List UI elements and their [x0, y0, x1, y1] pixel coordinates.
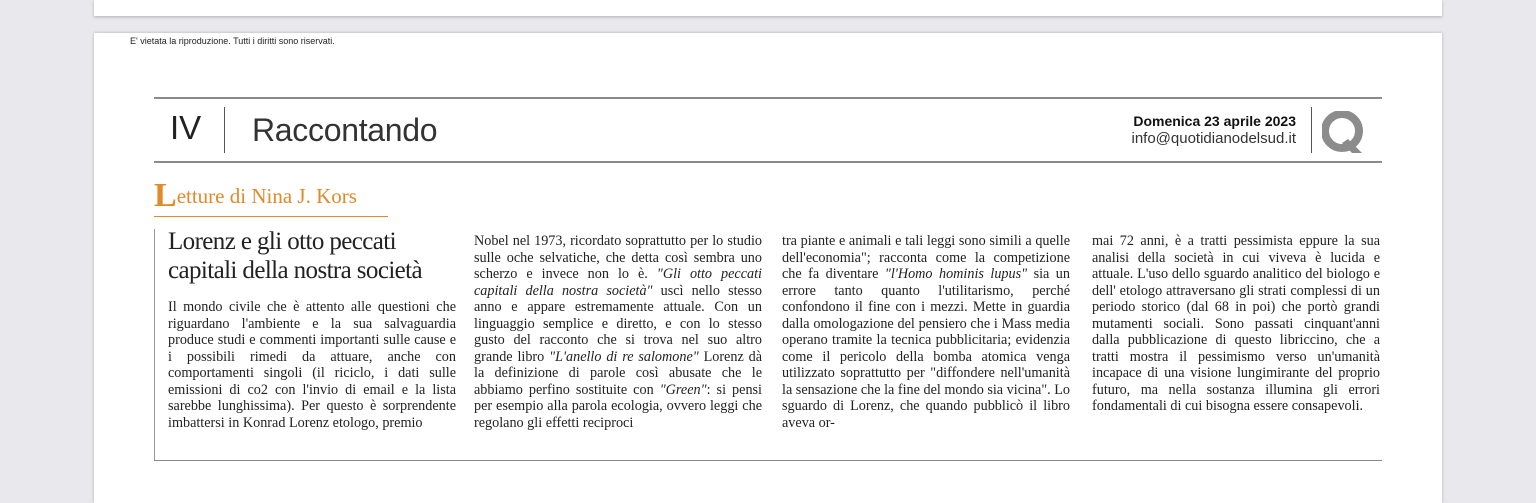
col2-part-a: Nobel nel 1973, ricordato soprattutto per lo studio sulle oche selvatiche, che detta così sembra uno scherzo e invece non lo è.: [474, 233, 762, 282]
article-frame-line: [154, 229, 155, 460]
headline-line-1: Lorenz e gli otto peccati: [168, 228, 396, 255]
article-headline: [168, 227, 458, 285]
quote-homo-lupus: "l'Homo hominis lupus": [884, 266, 1028, 282]
col3-part-a: tra piante e animali e tali leggi sono simili a quelle dell'economia"; racconta come la competizione che fa diventare: [782, 233, 1070, 282]
issue-date: Domenica 23 aprile 2023: [1133, 113, 1296, 129]
previous-page-edge: [94, 0, 1442, 16]
article-column-2: [474, 233, 762, 431]
column-title-initial: L: [154, 177, 177, 214]
col2-part-c: Lorenz dà la definizione di parole così abusate che le abbiamo perfino sostituite con: [474, 348, 762, 398]
section-number: IV: [170, 109, 202, 146]
book-title-otto-peccati: "Gli otto peccati capitali della nostra società": [474, 266, 762, 299]
article-column-4: [1092, 233, 1380, 415]
header-divider-right: [1311, 107, 1312, 153]
col3-part-b: sia un errore tanto quanto l'utilitarismo, perché confondono il fine con i mezzi. Mette in guardia dalla omologazione del pensiero che i Mass media operano tramite la tecnica pubblicitaria; evidenzia come il pericolo della bomba atomica venga utilizzato soprattutto per "diffondere nell'umanità la sensazione che la fine del mondo sia vicina". Lo sguardo di Lorenz, che quando pubblicò il libro aveva or-: [782, 266, 1070, 431]
column-4-text: mai 72 anni, è a tratti pessimista eppure la sua analisi della società in cui viveva è lucida e attuale. L'uso dello sguardo analitico del biologo e dell' etologo attraversano gli strati complessi di un periodo storico (dal 68 in poi) che portò grandi mutamenti sociali. Sono passati cinquant'anni dalla pubblicazione di questo libriccino, che a tratti mostra il pessimismo verso un'umanità incapace di una visione lungimirante del proprio futuro, ma nella sostanza illumina gli errori fondamentali di cui bisogna essere consapevoli.: [1092, 233, 1380, 414]
header-bottom-rule: [154, 161, 1382, 163]
quotidiano-q-logo-icon: [1322, 111, 1366, 155]
headline-line-2: capitali della nostra società: [168, 257, 423, 284]
column-2-text: [474, 233, 762, 431]
header-top-rule: [154, 97, 1382, 99]
newspaper-page: [94, 33, 1442, 503]
article-column-3: [782, 233, 1070, 431]
column-3-text: [782, 233, 1070, 431]
column-title-text: etture di Nina J. Kors: [176, 184, 357, 208]
column-1-text: Il mondo civile che è attento alle questioni che riguardano l'ambiente e la sua salvaguardia produce studi e commenti importanti sulle cause e i possibili rimedi da attuare, anche con comportamenti singoli (il riciclo, i dati sulle emissioni di co2 con l'invio di email e la lista sarebbe lunghissima). Per questo è sorprendente imbattersi in Konrad Lorenz etologo, premio: [168, 299, 456, 431]
book-title-anello: "L'anello di re salomone": [549, 348, 699, 365]
article-column-1: [168, 299, 456, 431]
column-title: [154, 179, 357, 213]
column-title-underline: [154, 216, 388, 217]
contact-email: info@quotidianodelsud.it: [1131, 130, 1296, 147]
quote-green: "Green": [659, 381, 707, 398]
col2-part-b: uscì nello stesso anno e appare estremamente attuale. Con un linguaggio semplice e diretto, e con lo stesso gusto del racconto che si trova nel suo altro grande libro: [474, 282, 762, 365]
section-name: Raccontando: [252, 112, 438, 148]
header-divider-left: [224, 107, 225, 153]
copyright-notice: E' vietata la riproduzione. Tutti i diritti sono riservati.: [130, 36, 335, 46]
article-bottom-rule: [154, 460, 1382, 461]
col2-part-d: : si pensi per esempio alla parola ecologia, ovvero leggi che regolano gli effetti reciproci: [474, 381, 762, 431]
